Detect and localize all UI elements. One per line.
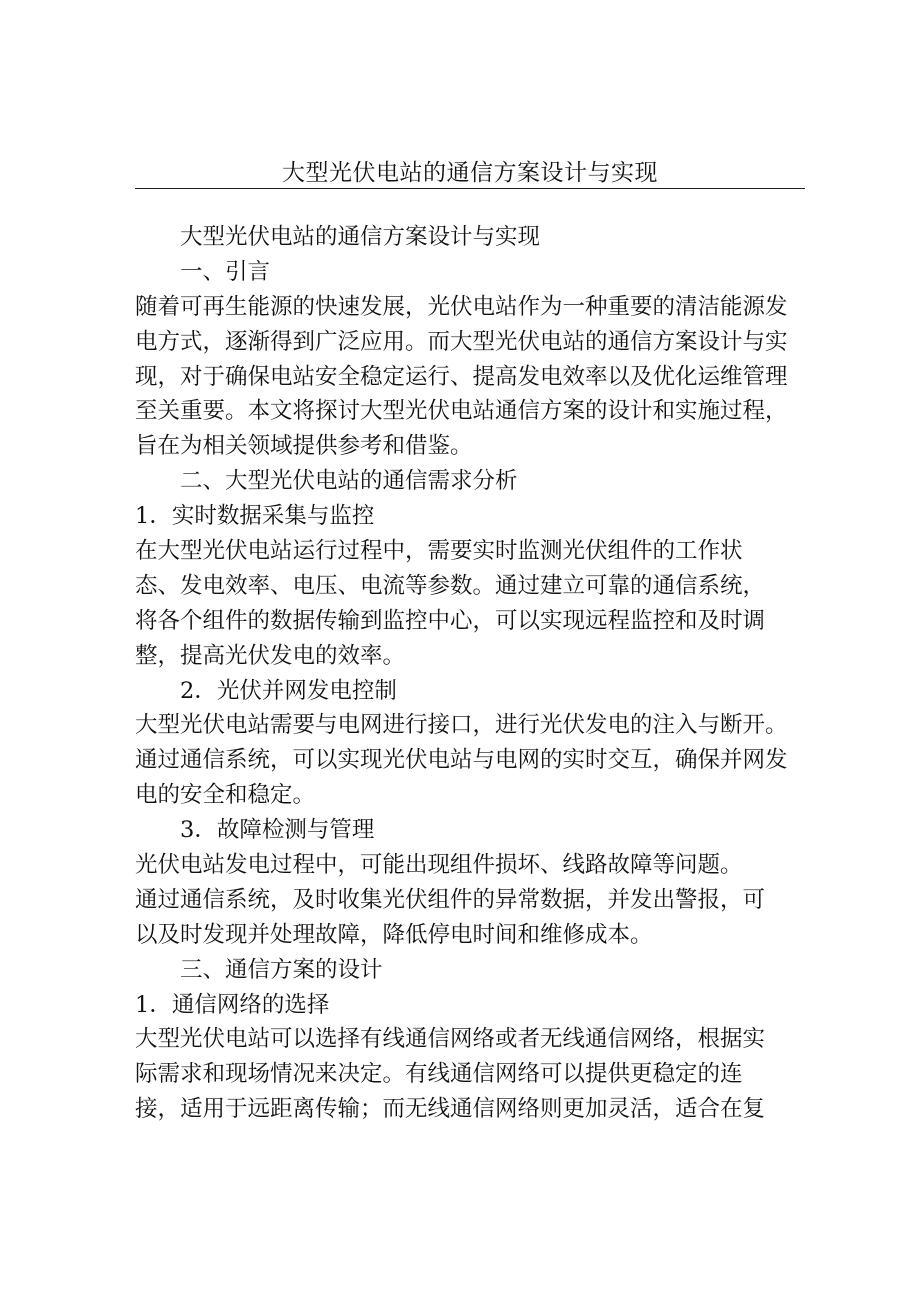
text-line: 大型光伏电站需要与电网进行接口，进行光伏发电的注入与断开。 xyxy=(135,712,788,739)
text-line: 3．故障检测与管理 xyxy=(180,817,375,844)
text-line: 光伏电站发电过程中，可能出现组件损坏、线路故障等问题。 xyxy=(135,852,743,879)
text-line: 现，对于确保电站安全稳定运行、提高发电效率以及优化运维管理 xyxy=(135,363,788,390)
text-line: 旨在为相关领域提供参考和借鉴。 xyxy=(135,433,473,460)
header-divider xyxy=(135,188,805,189)
text-line: 1．通信网络的选择 xyxy=(135,991,330,1018)
text-line: 在大型光伏电站运行过程中，需要实时监测光伏组件的工作状 xyxy=(135,538,743,565)
text-line: 际需求和现场情况来决定。有线通信网络可以提供更稳定的连 xyxy=(135,1061,743,1088)
text-line: 1．实时数据采集与监控 xyxy=(135,503,375,530)
text-line: 随着可再生能源的快速发展，光伏电站作为一种重要的清洁能源发 xyxy=(135,293,788,320)
text-line: 接，适用于远距离传输；而无线通信网络则更加灵活，适合在复 xyxy=(135,1096,766,1123)
text-line: 一、引言 xyxy=(180,258,271,285)
text-line: 电方式，逐渐得到广泛应用。而大型光伏电站的通信方案设计与实 xyxy=(135,328,788,355)
text-line: 以及时发现并处理故障，降低停电时间和维修成本。 xyxy=(135,921,653,948)
text-line: 通过通信系统，可以实现光伏电站与电网的实时交互，确保并网发 xyxy=(135,747,788,774)
text-line: 大型光伏电站可以选择有线通信网络或者无线通信网络，根据实 xyxy=(135,1026,766,1053)
text-line: 2．光伏并网发电控制 xyxy=(180,677,397,704)
text-line: 通过通信系统，及时收集光伏组件的异常数据，并发出警报，可 xyxy=(135,886,766,913)
text-line: 整，提高光伏发电的效率。 xyxy=(135,642,406,669)
text-line: 大型光伏电站的通信方案设计与实现 xyxy=(180,224,541,250)
text-line: 二、大型光伏电站的通信需求分析 xyxy=(180,468,518,495)
document-body xyxy=(135,220,815,1127)
text-line: 态、发电效率、电压、电流等参数。通过建立可靠的通信系统， xyxy=(135,572,766,599)
running-header-title: 大型光伏电站的通信方案设计与实现 xyxy=(282,160,658,186)
text-line: 至关重要。本文将探讨大型光伏电站通信方案的设计和实施过程， xyxy=(135,398,788,425)
text-line: 电的安全和稳定。 xyxy=(135,782,316,809)
text-line: 将各个组件的数据传输到监控中心，可以实现远程监控和及时调 xyxy=(135,607,766,634)
text-line: 三、通信方案的设计 xyxy=(180,956,383,983)
